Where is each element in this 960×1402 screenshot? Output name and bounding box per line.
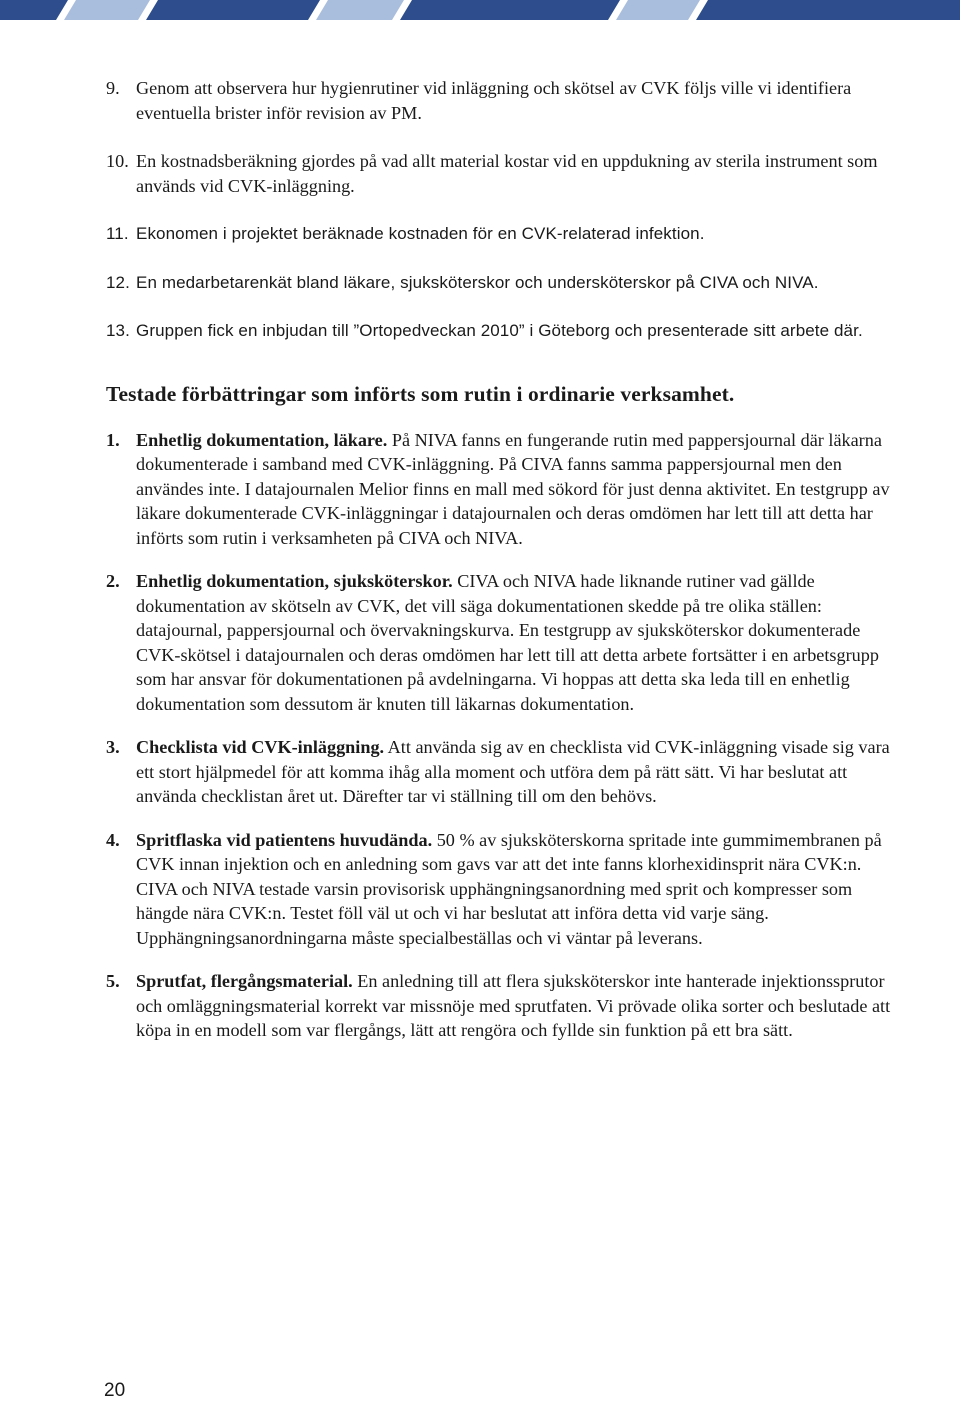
- page-number: 20: [104, 1380, 126, 1401]
- improvement-item-2: [106, 569, 896, 716]
- list-item-12: [106, 271, 896, 296]
- list-number: 10.: [106, 151, 129, 171]
- list-item-13: [106, 319, 896, 344]
- improvement-item-3: [106, 735, 896, 809]
- list-item-9: [106, 76, 896, 125]
- stripe-3: [146, 0, 320, 20]
- improvement-title: Checklista vid CVK-inläggning.: [136, 737, 385, 757]
- header-decorative-band: [0, 0, 960, 20]
- improvement-text: Att använda sig av en checklista vid CVK-inläggning visade sig vara ett stort hjälpmedel för att komma ihåg alla moment och utföra dem på rätt sätt. Vi har beslutat att använda checklistan året ut. Därefter tar vi ställning till om den behövs.: [136, 737, 890, 806]
- improvement-title: Sprutfat, flergångsmaterial.: [136, 971, 353, 991]
- improvement-number: 5.: [106, 971, 120, 991]
- improvement-number: 4.: [106, 829, 120, 850]
- section-heading: Testade förbättringar som införts som rutin i ordinarie verksamhet.: [106, 381, 735, 406]
- improvement-text: På NIVA fanns en fungerande rutin med pappersjournal där läkarna dokumenterade i samband med CVK-inläggning. På CIVA fanns samma pappersjournal men den användes inte. I datajournalen Melior finns en mall med sökord för just denna aktivitet. En testgrupp av läkare dokumenterade CVK-inläggningar i datajournalen och deras omdömen har lett till att detta har införts som rutin i verksamheten på CIVA och NIVA.: [136, 429, 890, 548]
- list-number: 12.: [106, 272, 130, 292]
- stripe-1: [0, 0, 68, 20]
- improvement-number: 1.: [106, 429, 120, 450]
- list-number: 9.: [106, 78, 120, 98]
- improvement-number: 3.: [106, 737, 120, 757]
- improvement-title: Enhetlig dokumentation, sjuksköterskor.: [136, 571, 453, 591]
- improvement-item-1: [106, 428, 896, 551]
- stripe-7: [696, 0, 960, 20]
- list-text: Ekonomen i projektet beräknade kostnaden för en CVK-relaterad infektion.: [136, 224, 705, 243]
- improvement-number: 2.: [106, 571, 120, 591]
- list-text: Genom att observera hur hygienrutiner vid inläggning och skötsel av CVK följs ville vi identifiera eventuella brister inför revision av PM.: [136, 78, 852, 123]
- improvement-text: 50 % av sjuksköterskorna spritade inte gummimembranen på CVK innan injektion och en anledning som gavs var att det inte fanns klorhexidinsprit nära CVK:n. CIVA och NIVA testade varsin provisorisk upphängningsanordning med sprit och kompresser som hängde nära CVK:n. Testet föll väl ut och vi har beslutat att införa detta vid varje säng. Upphängningsanordningarna måste specialbeställas och vi väntar på leverans.: [136, 829, 882, 948]
- list-number: 13.: [106, 321, 130, 340]
- stripe-5: [400, 0, 620, 20]
- improvement-title: Spritflaska vid patientens huvudända.: [136, 829, 433, 850]
- list-text: En medarbetarenkät bland läkare, sjuksköterskor och undersköterskor på CIVA och NIVA.: [136, 272, 819, 292]
- improvement-text: CIVA och NIVA hade liknande rutiner vad gällde dokumentation av skötseln av CVK, det vill säga dokumentationen skedde på tre olika ställen: datajournal, pappersjournal och övervakningskurva. En testgrupp av sjuksköterskor dokumenterade CVK-skötsel i datajournalen och deras omdömen har lett till att detta arbete fortsätter i en arbetsgrupp som har ansvar för dokumentationen på avdelningarna. Vi hoppas att detta ska leda till en enhetlig dokumentation som dessutom är knuten till läkarnas dokumentation.: [136, 571, 879, 714]
- header-stripes: [0, 0, 960, 20]
- stripe-2: [64, 0, 150, 20]
- list-item-11: [106, 222, 896, 247]
- list-text: En kostnadsberäkning gjordes på vad allt material kostar vid en uppdukning av sterila instrument som används vid CVK-inläggning.: [136, 151, 878, 196]
- list-text: Gruppen fick en inbjudan till ”Ortopedveckan 2010” i Göteborg och presenterade sitt arbete där.: [136, 321, 863, 340]
- improvement-text: En anledning till att flera sjuksköterskor inte hanterade injektionssprutor och omläggningsmaterial korrekt var missnöje med sprutfaten. Vi prövade olika sorter och beslutade att köpa in en modell som var flergångs, lätt att rengöra och fyllde sin funktion på ett bra sätt.: [136, 971, 891, 1040]
- stripe-4: [316, 0, 404, 20]
- stripe-6: [616, 0, 700, 20]
- list-number: 11.: [106, 224, 129, 243]
- list-item-10: [106, 149, 896, 198]
- improvement-title: Enhetlig dokumentation, läkare.: [136, 429, 388, 450]
- improvement-item-5: [106, 969, 896, 1043]
- document-body: [106, 76, 896, 1062]
- improvement-item-4: [106, 828, 896, 951]
